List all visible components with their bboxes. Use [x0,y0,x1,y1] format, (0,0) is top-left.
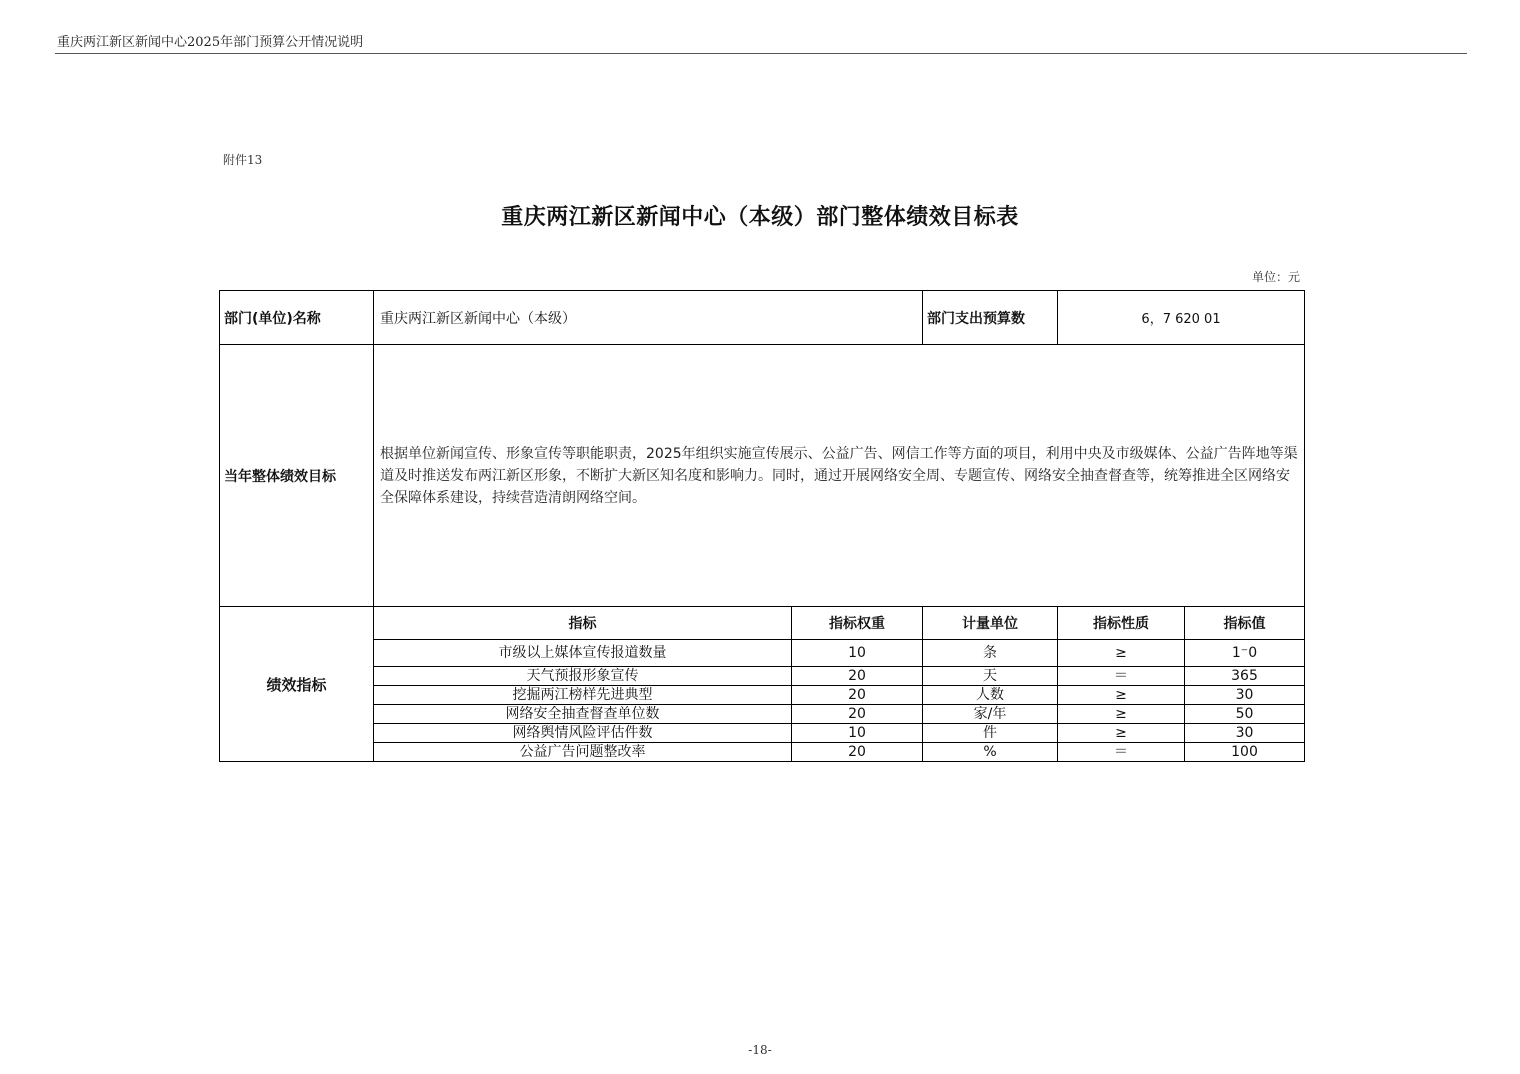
indicator-value: 30 [1185,686,1305,705]
indicator-value: 50 [1185,705,1305,724]
indicator-header-weight: 指标权重 [792,607,923,640]
indicator-value: 30 [1185,724,1305,743]
indicator-nature: ＝ [1058,743,1185,762]
dept-name-label: 部门(单位)名称 [220,291,374,345]
dept-name-value: 重庆两江新区新闻中心（本级） [374,291,923,345]
indicator-header-unit: 计量单位 [923,607,1058,640]
table-row [220,724,1305,743]
indicator-unit: 件 [923,724,1058,743]
indicator-unit: % [923,743,1058,762]
table-row [220,667,1305,686]
indicator-unit: 天 [923,667,1058,686]
table-row [220,705,1305,724]
indicator-name: 挖掘两江榜样先进典型 [374,686,792,705]
dept-name-row [220,291,1305,345]
indicator-nature: ≥ [1058,724,1185,743]
indicators-label: 绩效指标 [220,607,374,762]
indicator-header-row [220,607,1305,640]
goal-label: 当年整体绩效目标 [220,345,374,607]
goal-text: 根据单位新闻宣传、形象宣传等职能职责，2025年组织实施宣传展示、公益广告、网信工作等方面的项目，利用中央及市级媒体、公益广告阵地等渠道及时推送发布两江新区形象，不断扩大新区知名度和影响力。同时，通过开展网络安全周、专题宣传、网络安全抽查督查等，统筹推进全区网络安全保障体系建设，持续营造清朗网络空间。 [374,345,1305,607]
indicator-name: 公益广告问题整改率 [374,743,792,762]
indicator-unit: 人数 [923,686,1058,705]
indicator-unit: 条 [923,640,1058,667]
indicator-weight: 20 [792,667,923,686]
indicator-header-name: 指标 [374,607,792,640]
indicator-nature: ≥ [1058,686,1185,705]
indicator-nature: ≥ [1058,705,1185,724]
indicator-header-value: 指标值 [1185,607,1305,640]
indicator-value: 1⁻0 [1185,640,1305,667]
indicator-weight: 20 [792,743,923,762]
indicator-weight: 20 [792,705,923,724]
goal-row [220,345,1305,607]
table-row [220,686,1305,705]
indicator-weight: 20 [792,686,923,705]
indicator-name: 网络舆情风险评估件数 [374,724,792,743]
running-header: 重庆两江新区新闻中心2025年部门预算公开情况说明 [57,35,364,50]
indicator-weight: 10 [792,640,923,667]
document-title: 重庆两江新区新闻中心（本级）部门整体绩效目标表 [501,204,1019,230]
attachment-label: 附件13 [223,153,263,167]
indicator-weight: 10 [792,724,923,743]
indicator-value: 365 [1185,667,1305,686]
indicator-name: 市级以上媒体宣传报道数量 [374,640,792,667]
indicator-name: 天气预报形象宣传 [374,667,792,686]
indicator-name: 网络安全抽查督查单位数 [374,705,792,724]
performance-target-table [219,290,1305,762]
table-row [220,743,1305,762]
unit-label: 单位：元 [1251,270,1300,284]
table-row [220,640,1305,667]
indicator-unit: 家/年 [923,705,1058,724]
indicator-value: 100 [1185,743,1305,762]
budget-value: 6，7 620 01 [1058,291,1305,345]
indicator-header-nature: 指标性质 [1058,607,1185,640]
header-divider [55,53,1467,54]
page-number: -18- [748,1043,772,1057]
indicator-nature: ＝ [1058,667,1185,686]
budget-label: 部门支出预算数 [923,291,1058,345]
indicator-nature: ≥ [1058,640,1185,667]
